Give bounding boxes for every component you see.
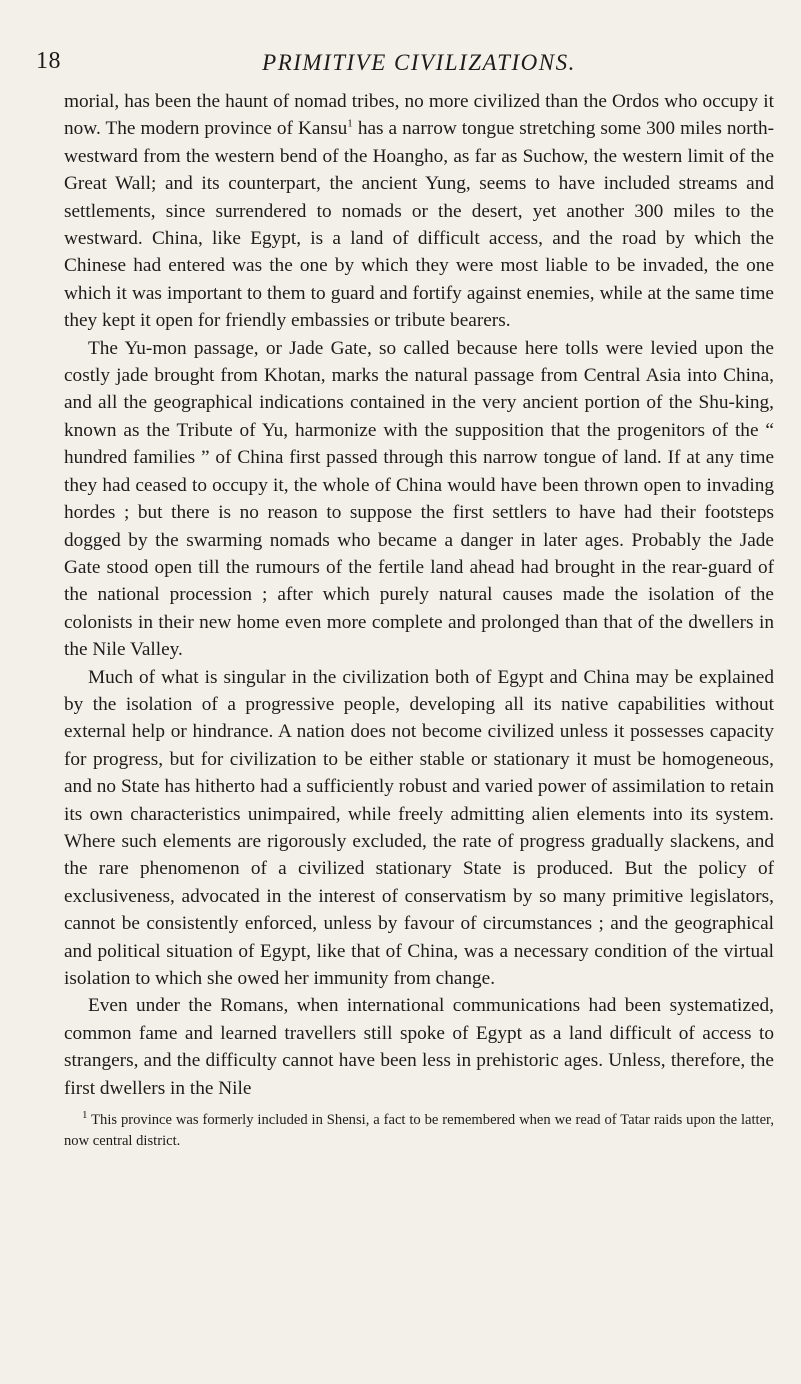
footnote-text: This province was formerly included in Shensi, a fact to be remembered when we read of Tatar raids upon the latter, now central district. bbox=[64, 1112, 774, 1150]
footnote-marker: 1 bbox=[82, 1109, 88, 1122]
running-head: PRIMITIVE CIVILIZATIONS. bbox=[262, 50, 576, 75]
paragraph-3: Much of what is singular in the civilization both of Egypt and China may be explained by the isolation of a progressive people, developing all its native capabilities without external help or hindrance. A nation does not become civilized unless it possesses capacity for progress, but for civilization to be either stable or stationary it must be homogeneous, and no State has hitherto had a sufficiently robust and varied power of assimilation to retain its own characteristics unimpaired, while freely admitting alien elements into its system. Where such elements are rigorously excluded, the rate of progress gradually slackens, and the rare phenomenon of a civilized stationary State is produced. But the policy of exclusiveness, advocated in the interest of conservatism by so many primitive legislators, cannot be consistently enforced, unless by favour of circumstances ; and the geographical and political situation of Egypt, like that of China, was a necessary condition of the virtual isolation to which she owed her immunity from change. bbox=[64, 666, 774, 989]
book-page bbox=[36, 48, 775, 1152]
paragraph-2: The Yu-mon passage, or Jade Gate, so called because here tolls were levied upon the costly jade brought from Khotan, marks the natural passage from Central Asia into China, and all the geographical indications contained in the very ancient portion of the Shu-king, known as the Tribute of Yu, harmonize with the supposition that the progenitors of the “ hundred families ” of China first passed through this narrow tongue of land. If at any time they had ceased to occupy it, the whole of China would have been thrown open to invading hordes ; but there is no reason to suppose the first settlers to have had their footsteps dogged by the swarming nomads who became a danger in later ages. Probably the Jade Gate stood open till the rumours of the fertile land ahead had brought in the rear-guard of the national procession ; after which purely natural causes made the isolation of the colonists in their new home even more complete and prolonged than that of the dwellers in the Nile Valley. bbox=[64, 337, 774, 661]
footnote-reference: 1 bbox=[347, 117, 353, 130]
paragraph-4: Even under the Romans, when international communications had been systematized, common fame and learned travellers still spoke of Egypt as a land difficult of access to strangers, and the difficulty cannot have been less in prehistoric ages. Unless, therefore, the first dwellers in the Nile bbox=[64, 995, 774, 1099]
page-header bbox=[36, 48, 774, 88]
paragraph-1-text-a: morial, has been the haunt of nomad tribes, no more civilized than the Ordos who occupy it now. The modern province of Kansu bbox=[64, 91, 774, 140]
footnote bbox=[64, 1110, 774, 1152]
paragraph-1 bbox=[64, 88, 774, 335]
page-number: 18 bbox=[36, 48, 61, 74]
body-text bbox=[64, 88, 774, 1102]
paragraph-1-text-b: has a narrow tongue stretching some 300 miles north-westward from the western bend of the Hoangho, as far as Suchow, the western limit of the Great Wall; and its counterpart, the ancient Yung, seems to have included streams and settlements, since surrendered to nomads or the desert, yet another 300 miles to the westward. China, like Egypt, is a land of difficult access, and the road by which the Chinese had entered was the one by which they were most liable to be invaded, the one which it was important to them to guard and fortify against enemies, while at the same time they kept it open for friendly embassies or tribute bearers. bbox=[64, 118, 775, 332]
